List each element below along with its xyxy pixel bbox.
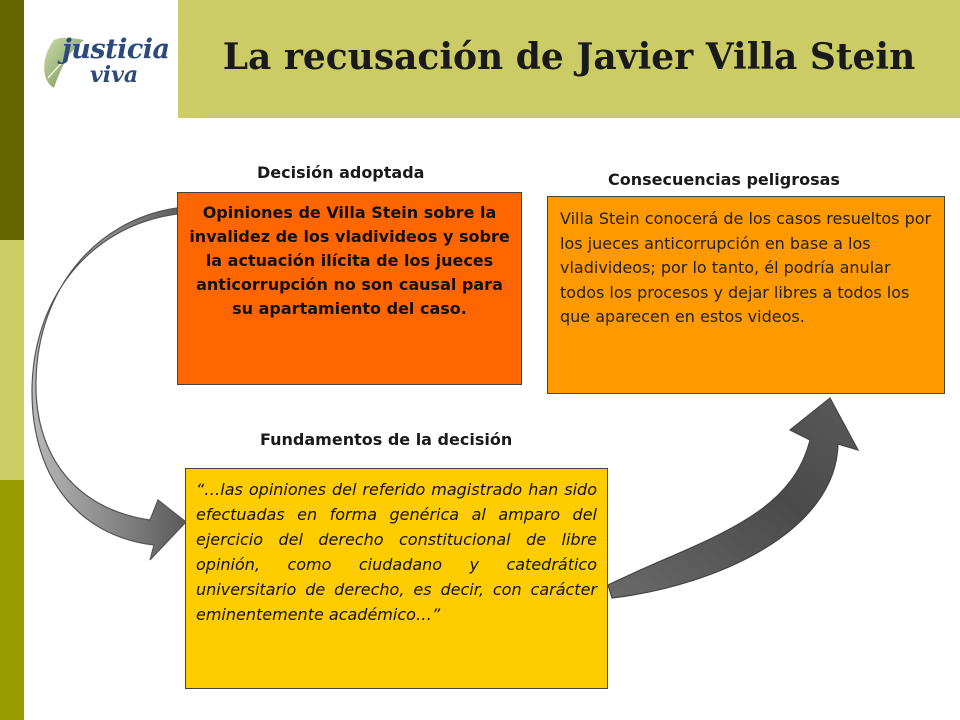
fundamentals-label: Fundamentos de la decisión: [260, 430, 513, 449]
logo-word-justicia: justicia: [62, 34, 170, 65]
consequences-box: [547, 196, 945, 394]
arrow-fundamentals-to-consequences: [608, 398, 858, 598]
decision-label: Decisión adoptada: [257, 163, 425, 182]
fundamentals-text: “…las opiniones del referido magistrado han sido efectuadas en forma genérica al amparo del ejercicio del derecho constitucional de libre opinión, como ciudadano y catedrático universitario de derecho, es decir, con carácter eminentemente académico…”: [196, 480, 597, 624]
arrow-decision-to-fundamentals: [32, 208, 186, 560]
logo-word-viva: viva: [90, 62, 139, 88]
decision-text: Opiniones de Villa Stein sobre la invalidez de los vladivideos y sobre la actuación ilícita de los jueces anticorrupción no son causal para su apartamiento del caso.: [189, 203, 510, 318]
fundamentals-box: [185, 468, 608, 689]
decision-box: [177, 192, 522, 385]
page-title: La recusación de Javier Villa Stein: [222, 36, 916, 78]
consequences-text: Villa Stein conocerá de los casos resueltos por los jueces anticorrupción en base a los vladivideos; por lo tanto, él podría anular todos los procesos y dejar libres a todos los que aparecen en estos videos.: [560, 209, 932, 326]
consequences-label: Consecuencias peligrosas: [608, 170, 840, 189]
